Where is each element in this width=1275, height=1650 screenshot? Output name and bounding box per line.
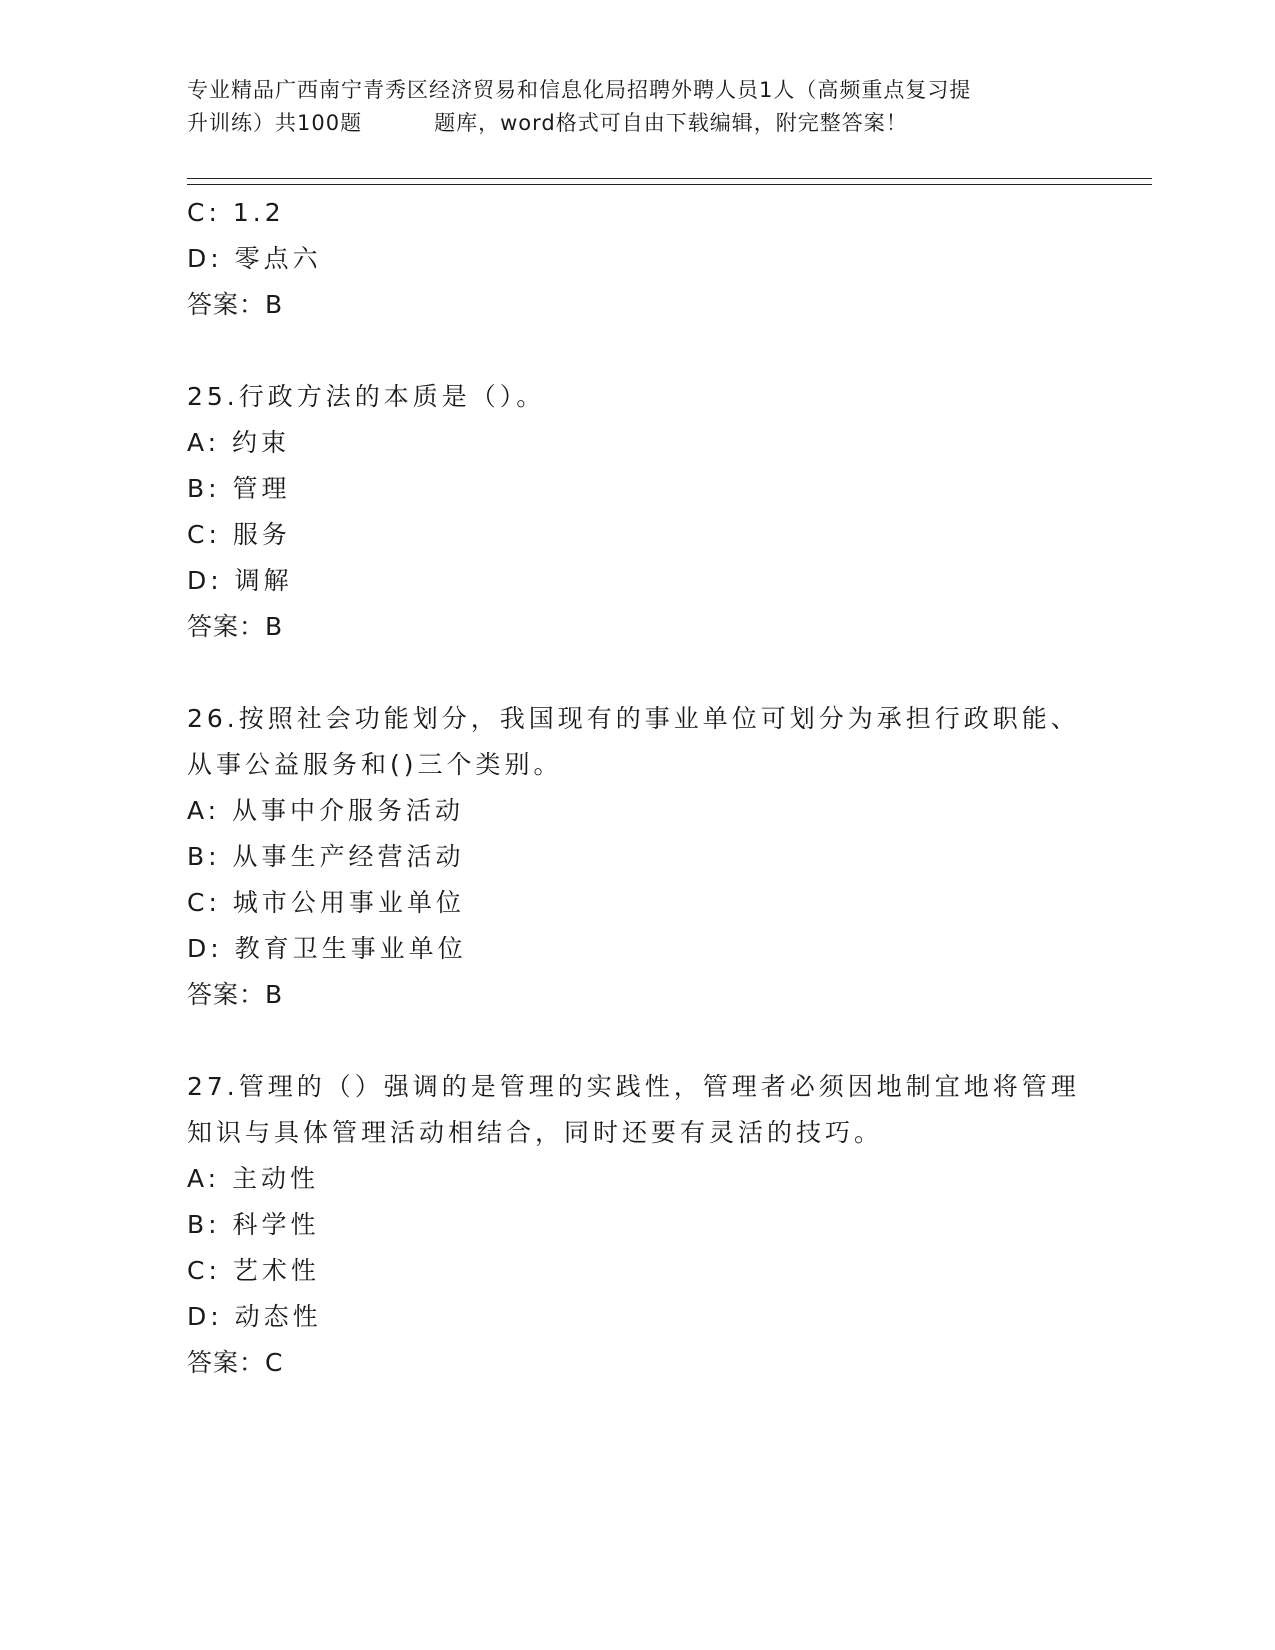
option-letter: D: xyxy=(187,1302,223,1331)
option-row xyxy=(187,1202,1152,1248)
header-line-2 xyxy=(187,107,1097,140)
option-letter: C: xyxy=(187,520,221,549)
option-text: 调解 xyxy=(234,566,293,595)
answer-line: 答案：C xyxy=(187,1348,284,1377)
question-stem: 26.按照社会功能划分，我国现有的事业单位可划分为承担行政职能、 xyxy=(187,704,1080,733)
option-row xyxy=(187,190,1152,236)
option-row xyxy=(187,466,1152,512)
option-text: 服务 xyxy=(232,520,291,549)
option-letter: A: xyxy=(187,1164,221,1193)
option-letter: A: xyxy=(187,796,221,825)
answer-line: 答案：B xyxy=(187,290,284,319)
option-row xyxy=(187,420,1152,466)
option-row xyxy=(187,1156,1152,1202)
option-row xyxy=(187,1294,1152,1340)
option-row xyxy=(187,558,1152,604)
header-line-2-part-1: 升训练）共100题 xyxy=(187,111,363,135)
question-stem: 知识与具体管理活动相结合，同时还要有灵活的技巧。 xyxy=(187,1118,884,1147)
option-row xyxy=(187,834,1152,880)
option-text: 城市公用事业单位 xyxy=(232,888,465,917)
header-divider-bottom xyxy=(187,184,1152,185)
option-text: 艺术性 xyxy=(232,1256,320,1285)
option-letter: C: xyxy=(187,198,221,227)
question-stem: 27.管理的（）强调的是管理的实践性，管理者必须因地制宜地将管理 xyxy=(187,1072,1080,1101)
option-letter: B: xyxy=(187,1210,221,1239)
option-letter: A: xyxy=(187,428,221,457)
option-text: 从事生产经营活动 xyxy=(232,842,465,871)
header-line-1: 专业精品广西南宁青秀区经济贸易和信息化局招聘外聘人员1人（高频重点复习提 xyxy=(187,78,972,102)
question-27 xyxy=(187,1064,1152,1386)
option-text: 动态性 xyxy=(234,1302,322,1331)
header-divider-top xyxy=(187,178,1152,179)
question-24-continuation xyxy=(187,190,1152,328)
question-25 xyxy=(187,374,1152,650)
option-text: 教育卫生事业单位 xyxy=(234,934,467,963)
option-letter: D: xyxy=(187,244,223,273)
option-letter: B: xyxy=(187,474,221,503)
option-text: 从事中介服务活动 xyxy=(232,796,465,825)
option-text: 1.2 xyxy=(232,198,285,227)
option-letter: C: xyxy=(187,1256,221,1285)
option-letter: D: xyxy=(187,566,223,595)
answer-line: 答案：B xyxy=(187,612,284,641)
option-text: 零点六 xyxy=(234,244,322,273)
option-row xyxy=(187,880,1152,926)
option-text: 管理 xyxy=(232,474,291,503)
question-stem: 从事公益服务和()三个类别。 xyxy=(187,750,563,779)
option-row xyxy=(187,236,1152,282)
option-row xyxy=(187,788,1152,834)
page-header xyxy=(187,74,1097,140)
option-letter: B: xyxy=(187,842,221,871)
option-text: 主动性 xyxy=(232,1164,320,1193)
header-line-2-part-2: 题库，word格式可自由下载编辑，附完整答案！ xyxy=(434,111,908,135)
option-text: 科学性 xyxy=(232,1210,320,1239)
question-stem: 25.行政方法的本质是（）。 xyxy=(187,382,546,411)
question-list xyxy=(187,190,1152,1386)
answer-line: 答案：B xyxy=(187,980,284,1009)
option-row xyxy=(187,1248,1152,1294)
option-letter: D: xyxy=(187,934,223,963)
option-row xyxy=(187,512,1152,558)
option-row xyxy=(187,926,1152,972)
option-text: 约束 xyxy=(232,428,291,457)
option-letter: C: xyxy=(187,888,221,917)
question-26 xyxy=(187,696,1152,1018)
